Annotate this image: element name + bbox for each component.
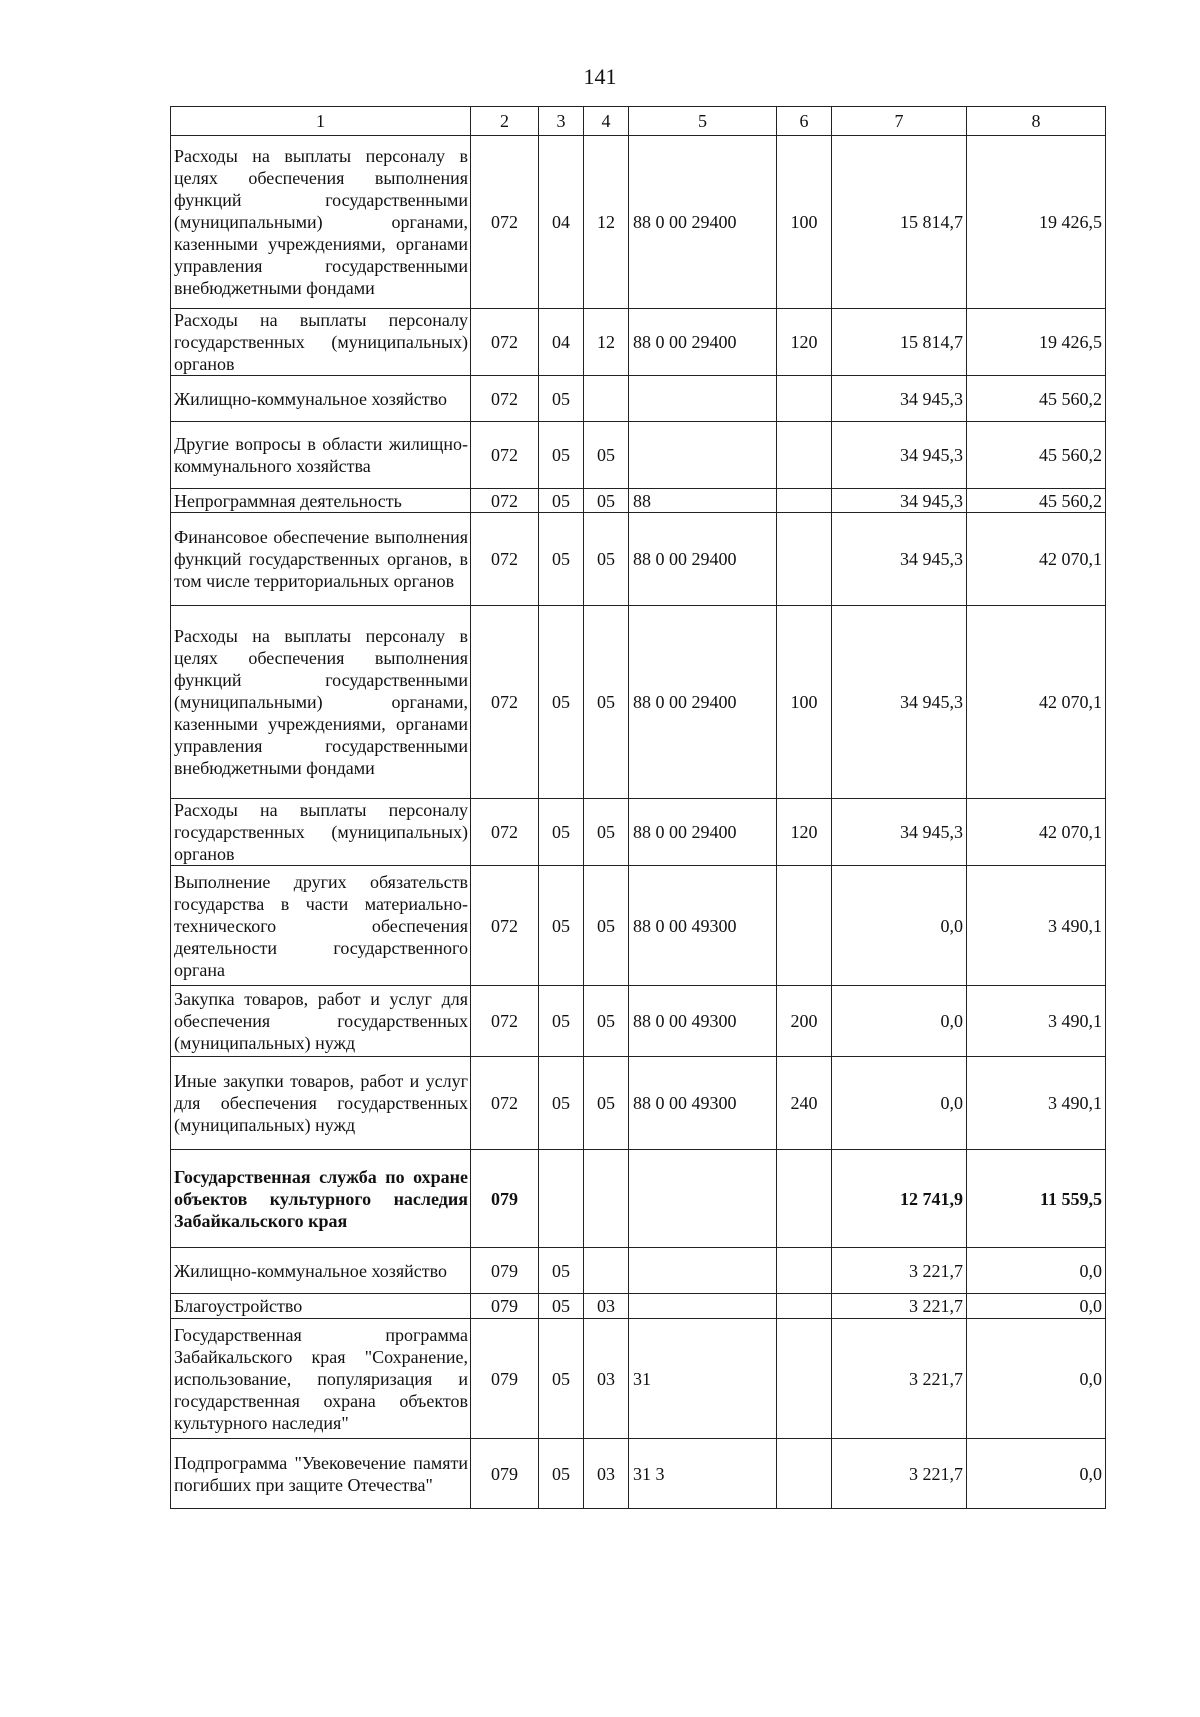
code-cell: 072 [471,986,539,1057]
section-cell: 05 [539,1248,584,1294]
expense-type-cell: 120 [777,799,832,866]
row-name-cell: Подпрограмма "Увековечение памяти погибших при защите Отечества" [171,1439,471,1509]
code-cell: 079 [471,1294,539,1319]
subsection-cell: 03 [584,1439,629,1509]
amount-col7-cell: 3 221,7 [832,1248,967,1294]
table-row [171,136,1106,309]
subsection-cell [584,1150,629,1248]
section-cell: 05 [539,1319,584,1439]
row-name-cell: Благоустройство [171,1294,471,1319]
target-article-cell [629,1248,777,1294]
section-cell: 05 [539,606,584,799]
code-cell: 072 [471,1057,539,1150]
subsection-cell: 05 [584,606,629,799]
subsection-cell [584,1248,629,1294]
row-name-cell: Государственная программа Забайкальского края "Сохранение, использование, популяризация и государственная охрана объектов культурного наследия" [171,1319,471,1439]
expense-type-cell [777,1150,832,1248]
amount-col8-cell: 0,0 [967,1294,1106,1319]
amount-col8-cell: 3 490,1 [967,986,1106,1057]
code-cell: 079 [471,1150,539,1248]
table-row [171,866,1106,986]
code-cell: 072 [471,513,539,606]
row-name-cell: Финансовое обеспечение выполнения функций государственных органов, в том числе территориальных органов [171,513,471,606]
amount-col7-cell: 15 814,7 [832,309,967,376]
table-row [171,1319,1106,1439]
target-article-cell: 88 0 00 29400 [629,606,777,799]
section-cell: 05 [539,376,584,422]
subsection-cell: 12 [584,136,629,309]
table-row [171,489,1106,513]
target-article-cell: 88 [629,489,777,513]
amount-col8-cell: 42 070,1 [967,799,1106,866]
target-article-cell: 88 0 00 29400 [629,799,777,866]
subsection-cell [584,376,629,422]
section-cell: 05 [539,866,584,986]
amount-col7-cell: 34 945,3 [832,489,967,513]
amount-col8-cell: 3 490,1 [967,1057,1106,1150]
row-name-cell: Государственная служба по охране объектов культурного наследия Забайкальского края [171,1150,471,1248]
column-header: 5 [629,107,777,136]
row-name-cell: Другие вопросы в области жилищно-коммунального хозяйства [171,422,471,489]
column-header: 6 [777,107,832,136]
column-header: 2 [471,107,539,136]
table-row [171,1294,1106,1319]
code-cell: 072 [471,606,539,799]
table-row [171,799,1106,866]
amount-col7-cell: 3 221,7 [832,1319,967,1439]
expense-type-cell [777,513,832,606]
row-name-cell: Непрограммная деятельность [171,489,471,513]
section-cell: 05 [539,1057,584,1150]
amount-col8-cell: 0,0 [967,1439,1106,1509]
expense-type-cell [777,1439,832,1509]
row-name-cell: Иные закупки товаров, работ и услуг для обеспечения государственных (муниципальных) нужд [171,1057,471,1150]
expense-type-cell: 240 [777,1057,832,1150]
subsection-cell: 05 [584,799,629,866]
subsection-cell: 05 [584,422,629,489]
amount-col7-cell: 0,0 [832,1057,967,1150]
amount-col7-cell: 3 221,7 [832,1294,967,1319]
section-cell: 05 [539,799,584,866]
amount-col8-cell: 42 070,1 [967,606,1106,799]
amount-col8-cell: 19 426,5 [967,136,1106,309]
row-name-cell: Выполнение других обязательств государства в части материально-технического обеспечения деятельности государственного органа [171,866,471,986]
code-cell: 072 [471,309,539,376]
code-cell: 079 [471,1319,539,1439]
column-header: 4 [584,107,629,136]
section-cell: 05 [539,489,584,513]
column-number-row [171,107,1106,136]
amount-col8-cell: 45 560,2 [967,376,1106,422]
amount-col7-cell: 34 945,3 [832,606,967,799]
amount-col7-cell: 0,0 [832,986,967,1057]
amount-col7-cell: 12 741,9 [832,1150,967,1248]
code-cell: 072 [471,136,539,309]
expense-type-cell: 120 [777,309,832,376]
expense-type-cell [777,1248,832,1294]
section-cell: 05 [539,422,584,489]
target-article-cell: 31 3 [629,1439,777,1509]
subsection-cell: 12 [584,309,629,376]
subsection-cell: 05 [584,513,629,606]
page-number: 141 [583,64,617,89]
amount-col7-cell: 0,0 [832,866,967,986]
section-cell: 05 [539,1294,584,1319]
table-row [171,422,1106,489]
amount-col7-cell: 3 221,7 [832,1439,967,1509]
target-article-cell: 88 0 00 29400 [629,309,777,376]
target-article-cell: 88 0 00 49300 [629,866,777,986]
table-row [171,376,1106,422]
table-row [171,513,1106,606]
amount-col8-cell: 0,0 [967,1248,1106,1294]
target-article-cell [629,422,777,489]
section-cell: 04 [539,309,584,376]
expense-type-cell [777,422,832,489]
row-name-cell: Расходы на выплаты персоналу в целях обеспечения выполнения функций государственными (муниципальными) органами, казенными учреждениями, органами управления государственными внебюджетными фондами [171,606,471,799]
amount-col7-cell: 15 814,7 [832,136,967,309]
expense-type-cell [777,1319,832,1439]
section-cell: 05 [539,1439,584,1509]
target-article-cell: 88 0 00 49300 [629,986,777,1057]
subsection-cell: 05 [584,1057,629,1150]
target-article-cell: 88 0 00 49300 [629,1057,777,1150]
table-body [171,107,1106,1509]
amount-col7-cell: 34 945,3 [832,422,967,489]
amount-col8-cell: 45 560,2 [967,489,1106,513]
target-article-cell [629,376,777,422]
section-cell [539,1150,584,1248]
column-header: 7 [832,107,967,136]
row-name-cell: Расходы на выплаты персоналу государственных (муниципальных) органов [171,309,471,376]
row-name-cell: Жилищно-коммунальное хозяйство [171,376,471,422]
table-row [171,1248,1106,1294]
expense-type-cell: 100 [777,606,832,799]
code-cell: 079 [471,1439,539,1509]
expense-type-cell: 100 [777,136,832,309]
table-row [171,606,1106,799]
expense-type-cell [777,489,832,513]
table-row [171,1439,1106,1509]
code-cell: 072 [471,376,539,422]
subsection-cell: 05 [584,866,629,986]
amount-col8-cell: 42 070,1 [967,513,1106,606]
subsection-cell: 03 [584,1319,629,1439]
expense-type-cell: 200 [777,986,832,1057]
row-name-cell: Жилищно-коммунальное хозяйство [171,1248,471,1294]
column-header: 3 [539,107,584,136]
row-name-cell: Закупка товаров, работ и услуг для обеспечения государственных (муниципальных) нужд [171,986,471,1057]
expense-type-cell [777,376,832,422]
column-header: 1 [171,107,471,136]
target-article-cell: 88 0 00 29400 [629,136,777,309]
amount-col7-cell: 34 945,3 [832,376,967,422]
table-row [171,1150,1106,1248]
table-row [171,309,1106,376]
row-name-cell: Расходы на выплаты персоналу в целях обеспечения выполнения функций государственными (муниципальными) органами, казенными учреждениями, органами управления государственными внебюджетными фондами [171,136,471,309]
code-cell: 072 [471,799,539,866]
subsection-cell: 05 [584,489,629,513]
code-cell: 079 [471,1248,539,1294]
code-cell: 072 [471,422,539,489]
subsection-cell: 05 [584,986,629,1057]
target-article-cell [629,1150,777,1248]
table-row [171,1057,1106,1150]
section-cell: 05 [539,986,584,1057]
subsection-cell: 03 [584,1294,629,1319]
code-cell: 072 [471,866,539,986]
section-cell: 04 [539,136,584,309]
code-cell: 072 [471,489,539,513]
amount-col8-cell: 0,0 [967,1319,1106,1439]
amount-col7-cell: 34 945,3 [832,513,967,606]
amount-col7-cell: 34 945,3 [832,799,967,866]
row-name-cell: Расходы на выплаты персоналу государственных (муниципальных) органов [171,799,471,866]
expense-type-cell [777,866,832,986]
target-article-cell [629,1294,777,1319]
budget-table [170,106,1106,1509]
expense-type-cell [777,1294,832,1319]
column-header: 8 [967,107,1106,136]
table-row [171,986,1106,1057]
amount-col8-cell: 11 559,5 [967,1150,1106,1248]
target-article-cell: 31 [629,1319,777,1439]
section-cell: 05 [539,513,584,606]
amount-col8-cell: 45 560,2 [967,422,1106,489]
target-article-cell: 88 0 00 29400 [629,513,777,606]
amount-col8-cell: 19 426,5 [967,309,1106,376]
amount-col8-cell: 3 490,1 [967,866,1106,986]
